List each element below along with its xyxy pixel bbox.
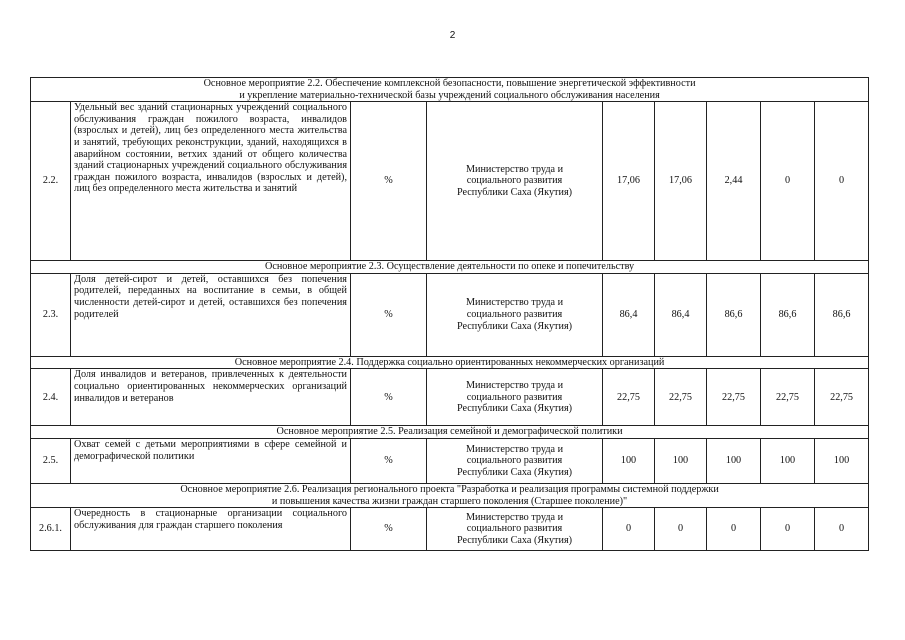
indicator-description: Очередность в стационарные организации социального обслуживания для граждан старшего поколения (71, 508, 351, 551)
row-number: 2.5. (31, 438, 71, 483)
value-cell: 17,06 (655, 102, 707, 261)
row-number: 2.3. (31, 273, 71, 356)
row-number: 2.2. (31, 102, 71, 261)
indicator-description: Удельный вес зданий стационарных учреждений социального обслуживания граждан пожилого возраста, инвалидов (взрослых и детей), лиц без определенного места жительства и занятий, требующих реконструкции, зданий, находящихся в аварийном состоянии, ветхих зданий от общего количества зданий стационарных учреждений социального обслуживания граждан пожилого возраста, инвалидов (взрослых и детей), лиц без определенного места жительства и занятий (71, 102, 351, 261)
value-cell: 0 (603, 508, 655, 551)
table-row (31, 438, 869, 483)
table-row (31, 369, 869, 426)
table-row (31, 102, 869, 261)
value-cell: 17,06 (603, 102, 655, 261)
value-cell: 100 (707, 438, 761, 483)
value-cell: 86,6 (815, 273, 869, 356)
section-row (31, 78, 869, 102)
value-cell: 22,75 (655, 369, 707, 426)
unit-cell: % (351, 273, 427, 356)
indicator-description: Доля детей-сирот и детей, оставшихся без попечения родителей, переданных на воспитание в семьи, в общей численности детей-сирот и детей, оставшихся без попечения родителей (71, 273, 351, 356)
value-cell: 86,4 (603, 273, 655, 356)
table-row (31, 508, 869, 551)
responsible-org: Министерство труда и социального развития Республики Саха (Якутия) (427, 273, 603, 356)
row-number: 2.4. (31, 369, 71, 426)
section-heading: Основное мероприятие 2.5. Реализация семейной и демографической политики (31, 426, 869, 439)
responsible-org: Министерство труда и социального развития Республики Саха (Якутия) (427, 102, 603, 261)
value-cell: 86,6 (761, 273, 815, 356)
responsible-org: Министерство труда и социального развития Республики Саха (Якутия) (427, 438, 603, 483)
value-cell: 2,44 (707, 102, 761, 261)
unit-cell: % (351, 369, 427, 426)
value-cell: 22,75 (815, 369, 869, 426)
value-cell: 100 (655, 438, 707, 483)
value-cell: 100 (815, 438, 869, 483)
section-row (31, 483, 869, 507)
value-cell: 0 (761, 102, 815, 261)
responsible-org: Министерство труда и социального развития Республики Саха (Якутия) (427, 508, 603, 551)
indicator-description: Доля инвалидов и ветеранов, привлеченных к деятельности социально ориентированных некоммерческих организаций инвалидов и ветеранов (71, 369, 351, 426)
section-heading: Основное мероприятие 2.2. Обеспечение комплексной безопасности, повышение энергетической эффективности и укрепление материально-технической базы учреждений социального обслуживания населения (31, 78, 869, 102)
value-cell: 100 (761, 438, 815, 483)
value-cell: 0 (815, 508, 869, 551)
value-cell: 86,4 (655, 273, 707, 356)
section-row (31, 356, 869, 369)
section-heading: Основное мероприятие 2.3. Осуществление деятельности по опеке и попечительству (31, 261, 869, 274)
unit-cell: % (351, 508, 427, 551)
value-cell: 100 (603, 438, 655, 483)
responsible-org: Министерство труда и социального развития Республики Саха (Якутия) (427, 369, 603, 426)
indicators-table (30, 77, 869, 551)
section-heading: Основное мероприятие 2.6. Реализация регионального проекта "Разработка и реализация программы системной поддержки и повышения качества жизни граждан старшего поколения (Старшее поколение)" (31, 483, 869, 507)
value-cell: 0 (655, 508, 707, 551)
unit-cell: % (351, 102, 427, 261)
value-cell: 0 (761, 508, 815, 551)
value-cell: 86,6 (707, 273, 761, 356)
value-cell: 0 (815, 102, 869, 261)
section-row (31, 261, 869, 274)
row-number: 2.6.1. (31, 508, 71, 551)
section-row (31, 426, 869, 439)
page-number: 2 (449, 30, 456, 41)
value-cell: 22,75 (707, 369, 761, 426)
value-cell: 22,75 (603, 369, 655, 426)
value-cell: 0 (707, 508, 761, 551)
section-heading: Основное мероприятие 2.4. Поддержка социально ориентированных некоммерческих организаций (31, 356, 869, 369)
unit-cell: % (351, 438, 427, 483)
table-row (31, 273, 869, 356)
indicator-description: Охват семей с детьми мероприятиями в сфере семейной и демографической политики (71, 438, 351, 483)
value-cell: 22,75 (761, 369, 815, 426)
